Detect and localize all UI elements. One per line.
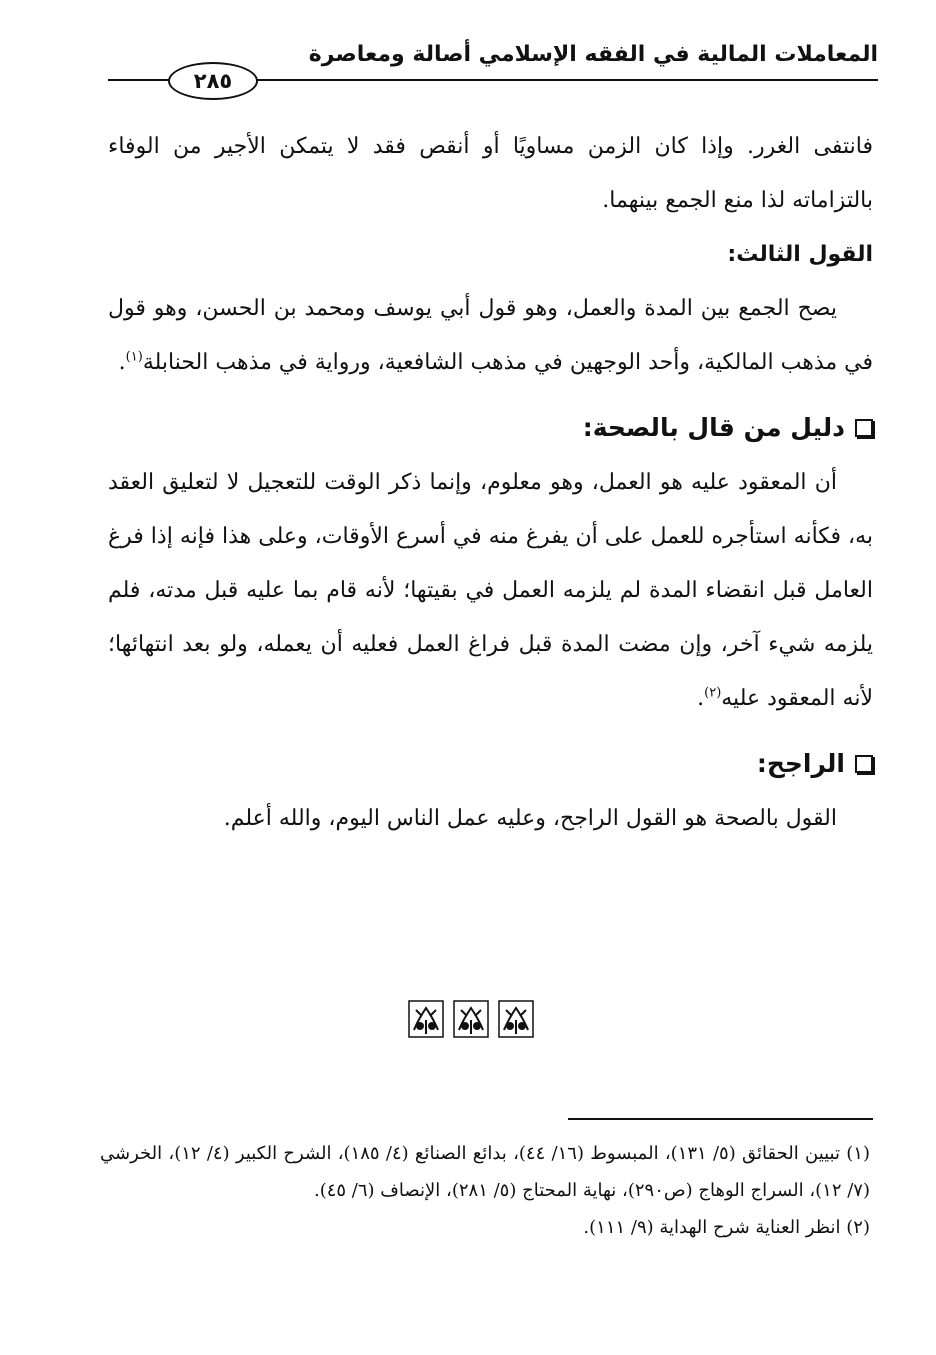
paragraph-1: فانتفى الغرر. وإذا كان الزمن مساويًا أو أنقص فقد لا يتمكن الأجير من الوفاء بالتزاماته لذا منع الجمع بينهما. [108,134,873,213]
section-ornament [408,1000,534,1040]
footnotes [100,1135,870,1246]
preferred-heading-text: الراجح: [756,749,845,778]
third-opinion-heading: القول الثالث: [727,242,873,267]
page-body [108,120,873,846]
page-number: ٢٨٥ [168,62,258,100]
square-box-icon [855,419,873,437]
paragraph-3-end: . [697,686,705,711]
paragraph-3 [108,456,873,726]
footnote-ref-1[interactable]: (١) [125,349,143,365]
square-box-icon [855,755,873,773]
evidence-heading [108,400,873,456]
paragraph-3-text: أن المعقود عليه هو العمل، وهو معلوم، وإنما ذكر الوقت للتعجيل لا لتعليق العقد به، فكأنه استأجره للعمل على أن يفرغ منه في أسرع الأوقات، وعلى هذا فإنه إذا فرغ العامل قبل انقضاء المدة لم يلزمه العمل في بقيتها؛ لأنه قام بما عليه قبل مدته، فلم يلزمه شيء آخر، وإن مضت المدة قبل فراغ العمل فعليه أن يعمله، ولو بعد انتهائها؛ لأنه المعقود عليه [108,470,873,711]
footnote-2: (٢) انظر العناية شرح الهداية (٩/ ١١١). [583,1217,870,1238]
evidence-heading-text: دليل من قال بالصحة: [582,413,845,442]
paragraph-2-end: . [118,350,126,375]
floral-ornament-icon [408,1000,444,1038]
page-header [108,38,878,98]
paragraph-2-text: يصح الجمع بين المدة والعمل، وهو قول أبي يوسف ومحمد بن الحسن، وهو قول في مذهب المالكية، وأحد الوجهين في مذهب الشافعية، ورواية في مذهب الحنابلة [108,296,873,375]
floral-ornament-icon [453,1000,489,1038]
footnote-ref-2[interactable]: (٢) [704,685,722,701]
floral-ornament-icon [498,1000,534,1038]
footnote-1: (١) تبيين الحقائق (٥/ ١٣١)، المبسوط (١٦/ ٤٤)، بدائع الصنائع (٤/ ١٨٥)، الشرح الكبير (٤/ ١٢)، الخرشي (٧/ ١٢)، السراج الوهاج (ص٢٩٠)، نهاية المحتاج (٥/ ٢٨١)، الإنصاف (٦/ ٤٥). [100,1143,870,1201]
running-title: المعاملات المالية في الفقه الإسلامي أصالة ومعاصرة [308,42,878,67]
paragraph-4: القول بالصحة هو القول الراجح، وعليه عمل الناس اليوم، والله أعلم. [223,806,837,831]
paragraph-2 [108,282,873,390]
footnote-separator [568,1118,873,1120]
preferred-heading [108,736,873,792]
